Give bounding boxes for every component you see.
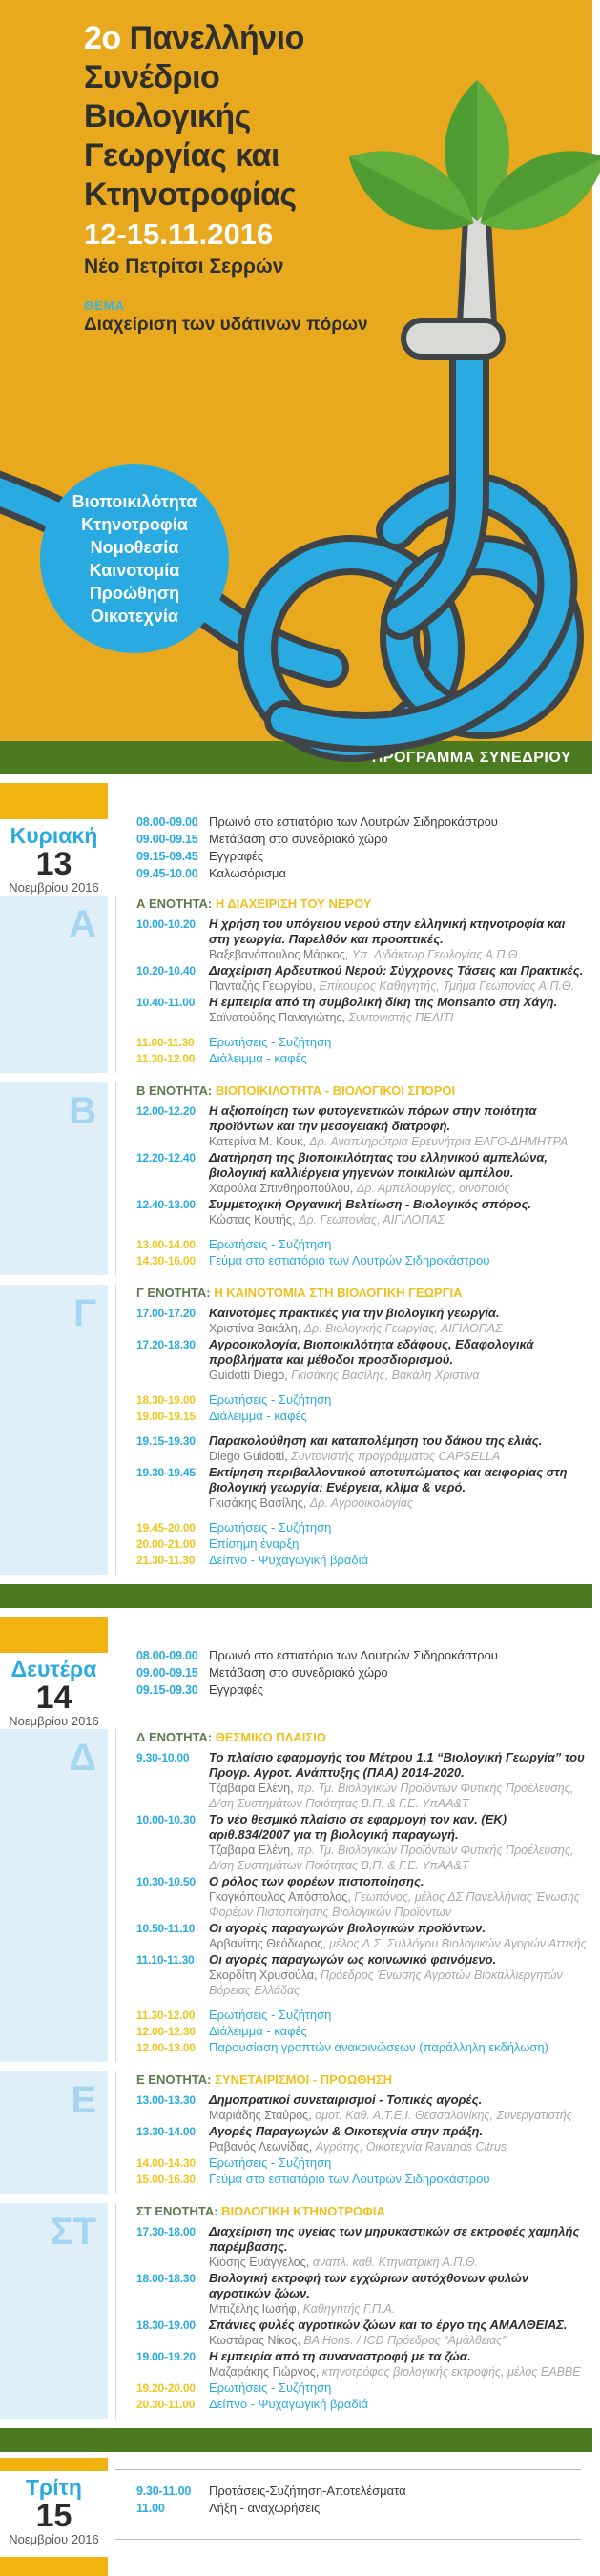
talk-speaker: Ραβανός Λεωνίδας, Αγρότης, Οικοτεχνία Ravanos Citrus	[209, 2140, 507, 2154]
section-label: Ε ΕΝΟΤΗΤΑ:	[136, 2072, 216, 2087]
break-item	[136, 2380, 587, 2396]
talk-title: Ο ρόλος των φορέων πιστοποίησης.	[209, 1874, 424, 1888]
talk-time: 10.40-11.00	[136, 996, 196, 1009]
schedule-time: 08.00-09.00	[136, 1649, 198, 1662]
section-header	[136, 2203, 587, 2220]
talk-title: Η εμπειρία από τη συμβολική δίκη της Monsanto στη Χάγη.	[209, 995, 558, 1009]
talk-item	[136, 1337, 587, 1383]
section-content	[115, 1285, 600, 1575]
topic: Καινοτομία	[89, 561, 180, 580]
schedule-text: Λήξη - αναχωρήσεις	[209, 2501, 321, 2515]
break-item	[136, 1237, 587, 1252]
talk-speaker: Μαριάδης Σταύρος, ομοτ. Καθ. Α.Τ.Ε.Ι. Θεσσαλονίκης, Συνεργατιστής	[209, 2109, 572, 2122]
section-letter: Ε	[0, 2071, 108, 2194]
talk-item	[136, 963, 587, 994]
schedule-row	[136, 814, 587, 830]
break-time: 12.00-12.30	[136, 2025, 196, 2038]
break-item	[136, 2155, 587, 2171]
break-time: 14.30-16.00	[136, 1254, 196, 1267]
section-content	[115, 1082, 600, 1275]
schedule-row	[136, 2483, 581, 2499]
break-text: Ερωτήσεις - Συζήτηση	[209, 2155, 332, 2170]
day-schedule-intro	[115, 774, 600, 896]
break-text: Παρουσίαση γραπτών ανακοινώσεων (παράλληλη εκδήλωση)	[209, 2040, 548, 2054]
break-text: Διάλειμμα - καφές	[209, 1051, 307, 1065]
break-item	[136, 1392, 587, 1408]
break-text: Δείπνο - Ψυχαγωγική βραδιά	[209, 1553, 368, 1567]
section-letter: Δ	[0, 1729, 108, 2062]
section-row	[0, 1082, 600, 1275]
section-letter: Β	[0, 1082, 108, 1275]
day-schedule-intro	[115, 1608, 600, 1729]
talk-time: 10.20-10.40	[136, 964, 196, 978]
break-time: 11.30-12.00	[136, 1052, 196, 1065]
talk-speaker: Αρβανίτης Θεόδωρος, μέλος Δ.Σ. Συλλόγου Βιολογικών Αγορών Αττικής	[209, 1937, 587, 1950]
talk-title: Οι αγορές παραγωγών βιολογικών προϊόντων.	[209, 1921, 486, 1935]
talk-item	[136, 1103, 587, 1149]
day-month: Νοεμβρίου 2016	[9, 1714, 99, 1728]
talk-title: Διατήρηση της βιοποικιλότητας του ελληνικού αμπελώνα, βιολογική καλλιέργεια γηγενών ποικιλιών αμπέλου.	[209, 1150, 548, 1180]
section-items	[136, 2224, 587, 2412]
section-title: ΒΙΟΠΟΙΚΙΛΟΤΗΤΑ - ΒΙΟΛΟΓΙΚΟΙ ΣΠΟΡΟΙ	[215, 1083, 456, 1098]
day-divider	[0, 1584, 592, 1608]
break-item	[136, 1253, 587, 1268]
schedule-text: Καλωσόρισμα	[209, 866, 287, 880]
talk-item	[136, 2349, 587, 2380]
day-number: 14	[35, 1680, 72, 1716]
break-item	[136, 2008, 587, 2023]
section-label: Δ ΕΝΟΤΗΤΑ:	[136, 1730, 216, 1744]
section-items	[136, 2092, 587, 2187]
talk-title: Εκτίμηση περιβαλλοντικού αποτυπώματος και αειφορίας στη βιολογική γεωργία: Ενέργεια, κλίμα & νερό.	[209, 1465, 568, 1494]
talk-item	[136, 1952, 587, 1998]
program-days	[0, 774, 600, 2576]
topics-circle	[40, 464, 229, 653]
talk-time: 18.30-19.00	[136, 2318, 196, 2332]
talk-speaker: Σαϊνατούδης Παναγιώτης, Συντονιστής ΠΕΛΙΤΙ	[209, 1011, 454, 1024]
talk-time: 10.00-10.30	[136, 1813, 196, 1826]
break-time: 19.20-20.00	[136, 2381, 196, 2395]
topic: Προώθηση	[89, 584, 180, 603]
talk-item	[136, 917, 587, 962]
talk-speaker: Κιόσης Ευάγγελος, αναπλ. καθ. Κτηνιατρική Α.Π.Θ.	[209, 2256, 479, 2269]
talk-time: 12.20-12.40	[136, 1151, 196, 1164]
section-content	[115, 2203, 600, 2419]
break-item	[136, 2040, 587, 2055]
day-label-column	[0, 774, 115, 896]
talk-speaker: Μαζαράκης Γιώργος, κτηνοτρόφος βιολογικής εκτροφής, μέλος ΕΑΒΒΕ	[209, 2365, 581, 2379]
break-time: 19.00-19.15	[136, 1410, 196, 1423]
day-accent-bar	[0, 1617, 108, 1653]
section-letter: Γ	[0, 1285, 108, 1575]
schedule-time: 11.00	[136, 2502, 165, 2515]
talk-title: Οι αγορές παραγωγών ως κοινωνικό φαινόμενο.	[209, 1952, 497, 1967]
schedule-row	[136, 1665, 587, 1680]
talk-time: 11.10-11.30	[136, 1953, 195, 1967]
schedule-time: 9.30-11.00	[136, 2484, 192, 2498]
day-name: Δευτέρα	[10, 1657, 97, 1681]
talk-item	[136, 1433, 587, 1464]
day-month: Νοεμβρίου 2016	[9, 880, 99, 895]
break-time: 21.30-11.30	[136, 1554, 196, 1567]
day-number: 13	[35, 846, 72, 882]
section-title: ΘΕΣΜΙΚΟ ΠΛΑΙΣΙΟ	[215, 1730, 326, 1744]
day-divider	[0, 2428, 592, 2452]
schedule-text: Μετάβαση στο συνεδριακό χώρο	[209, 1665, 388, 1680]
talk-item	[136, 1306, 587, 1336]
schedule-row	[136, 866, 587, 881]
break-time: 20.30-11.00	[136, 2398, 196, 2411]
day-name: Τρίτη	[26, 2475, 82, 2500]
break-item	[136, 1520, 587, 1535]
talk-item	[136, 2318, 587, 2348]
day-header-row	[0, 774, 600, 896]
schedule-time: 09.15-09.45	[136, 850, 198, 863]
hero-header	[0, 0, 592, 741]
talk-speaker: Diego Guidotti, Συντονιστής προγράμματος CAPSELLA	[209, 1450, 501, 1463]
break-item	[136, 1409, 587, 1424]
talk-time: 13.30-14.00	[136, 2125, 196, 2138]
talk-time: 17.30-18.00	[136, 2225, 196, 2238]
section-title: ΒΙΟΛΟΓΙΚΗ ΚΤΗΝΟΤΡΟΦΙΑ	[221, 2204, 385, 2218]
talk-item	[136, 1465, 587, 1511]
day-header-row	[0, 2452, 600, 2576]
section-items	[136, 1750, 587, 2055]
talk-title: Η χρήση του υπόγειου νερού στην ελληνική κτηνοτροφία και στη γεωργία. Παρελθόν και προοπτικές.	[209, 917, 566, 946]
talk-title: Δημοπρατικοί συνεταιρισμοί - Τοπικές αγορές.	[209, 2092, 483, 2107]
section-header	[136, 1285, 587, 1302]
day-accent-bar	[0, 2458, 108, 2471]
section-items	[136, 1103, 587, 1268]
talk-speaker: Guidotti Diego, Γκισάκης Βασίλης, Βακάλη Χριστίνα	[209, 1369, 480, 1382]
talk-item	[136, 1197, 587, 1227]
talk-title: Διαχείριση Αρδευτικού Νερού: Σύγχρονες Τάσεις και Πρακτικές.	[209, 963, 584, 978]
day-block	[0, 774, 600, 1575]
section-header	[136, 1729, 587, 1746]
talk-item	[136, 1874, 587, 1920]
day-label-column	[0, 1608, 115, 1729]
section-row	[0, 2071, 600, 2194]
talk-item	[136, 2092, 587, 2123]
break-text: Γεύμα στο εστιατόριο των Λουτρών Σιδηροκάστρου	[209, 2172, 490, 2186]
section-letter: Α	[0, 896, 108, 1073]
talk-speaker: Τζαβάρα Ελένη, πρ. Τμ. Βιολογικών Προϊόντων Φυτικής Προέλευσης, Δ/ση Συστημάτων Ποιότητας Β.Π. & Γ.Ε. ΥπΑΑ&Τ	[209, 1782, 574, 1810]
section-title: Η ΚΑΙΝΟΤΟΜΙΑ ΣΤΗ ΒΙΟΛΟΓΙΚΗ ΓΕΩΡΓΙΑ	[214, 1286, 463, 1300]
break-time: 12.00-13.00	[136, 2041, 196, 2054]
day-sections	[0, 1729, 600, 2419]
talk-time: 10.50-11.10	[136, 1922, 196, 1935]
talk-speaker: Σκορδίτη Χρυσούλα, Πρόεδρος Ένωσης Αγροτών Βιοκαλλιεργητών Βόρειας Ελλάδας	[209, 1968, 563, 1997]
section-label: Α ΕΝΟΤΗΤΑ:	[136, 896, 216, 911]
schedule-text: Εγγραφές	[209, 1682, 264, 1697]
break-text: Γεύμα στο εστιατόριο των Λουτρών Σιδηροκάστρου	[209, 1253, 490, 1267]
section-label: Γ ΕΝΟΤΗΤΑ:	[136, 1286, 215, 1300]
talk-speaker: Τζαβάρα Ελένη, πρ. Τμ. Βιολογικών Προϊόντων Φυτικής Προέλευσης, Δ/ση Συστημάτων Ποιότητας Β.Π. & Γ.Ε. ΥπΑΑ&Τ	[209, 1844, 574, 1872]
talk-speaker: Βαξεβανόπουλος Μάρκος, Υπ. Διδάκτωρ Γεωλογίας Α.Π.Θ.	[209, 948, 522, 961]
break-time: 18.30-19.00	[136, 1393, 196, 1407]
break-item	[136, 1536, 587, 1552]
break-item	[136, 1051, 587, 1066]
talk-title: Διαχείριση της υγείας των μηρυκαστικών σε εκτροφές χαμηλής παρέμβασης.	[209, 2224, 580, 2254]
schedule-text: Εγγραφές	[209, 849, 264, 863]
section-content	[115, 1729, 600, 2062]
break-text: Διάλειμμα - καφές	[209, 1409, 307, 1423]
talk-item	[136, 1150, 587, 1196]
talk-time: 19.30-19.45	[136, 1466, 196, 1479]
talk-item	[136, 1921, 587, 1951]
day-label-column	[0, 2452, 115, 2576]
day-header-row	[0, 1608, 600, 1729]
talk-title: Καινοτόμες πρακτικές για την βιολογική γεωργία.	[209, 1306, 500, 1320]
section-header	[136, 896, 587, 913]
day-name: Κυριακή	[10, 823, 98, 848]
break-time: 19.45-20.00	[136, 1521, 196, 1535]
talk-speaker: Γκισάκης Βασίλης, Δρ. Αγροοικολογίας	[209, 1496, 413, 1510]
talk-time: 13.00-13.30	[136, 2093, 196, 2107]
schedule-text: Μετάβαση στο συνεδριακό χώρο	[209, 832, 388, 846]
talk-title: Παρακολούθηση και καταπολέμηση του δάκου της ελιάς.	[209, 1433, 543, 1448]
break-time: 14.00-14.30	[136, 2156, 196, 2170]
schedule-text: Πρωινό στο εστιατόριο των Λουτρών Σιδηροκάστρου	[209, 814, 498, 829]
section-row	[0, 2203, 600, 2419]
talk-title: Συμμετοχική Οργανική Βελτίωση - Βιολογικός σπόρος.	[209, 1197, 531, 1211]
break-item	[136, 2172, 587, 2187]
section-label: ΣΤ ΕΝΟΤΗΤΑ:	[136, 2204, 222, 2218]
talk-speaker: Κώστας Κουτής, Δρ. Γεωπονίας, ΑΙΓΙΛΟΠΑΣ	[209, 1213, 445, 1226]
talk-time: 12.40-13.00	[136, 1198, 196, 1211]
schedule-time: 09.45-10.00	[136, 867, 198, 880]
day-number: 15	[35, 2498, 72, 2534]
talk-title: Η εμπειρία από τη συναναστροφή με τα ζώα.	[209, 2349, 471, 2363]
talk-item	[136, 995, 587, 1025]
talk-time: 17.20-18.30	[136, 1338, 196, 1351]
talk-time: 19.15-19.30	[136, 1434, 196, 1448]
day-accent-bar	[0, 783, 108, 819]
talk-speaker: Χαρούλα Σπινθηροπούλου, Δρ. Αμπελουργίας, οινοποιός	[209, 1182, 510, 1195]
talk-speaker: Γκογκόπουλος Απόστολος, Γεωπόνος, μέλος ΔΣ Πανελλήνιας Ένωσης Φορέων Πιστοποίησης Βιολογικών Προϊόντων	[209, 1890, 580, 1919]
talk-time: 10.00-10.20	[136, 917, 196, 931]
break-text: Ερωτήσεις - Συζήτηση	[209, 2380, 332, 2395]
break-item	[136, 2397, 587, 2412]
break-time: 11.00-11.30	[136, 1036, 195, 1049]
section-row	[0, 1729, 600, 2062]
break-time: 20.00-21.00	[136, 1537, 196, 1551]
talk-title: Αγροοικολογία, Βιοποικιλότητα εδάφους, Εδαφολογικά προβλήματα και μέθοδοι προσδιορισμού.	[209, 1337, 534, 1367]
schedule-text: Προτάσεις-Συζήτηση-Αποτελέσματα	[209, 2483, 406, 2498]
section-header	[136, 1082, 587, 1100]
talk-title: Το πλαίσιο εφαρμογής του Μέτρου 1.1 “Βιολογική Γεωργία” του Προγρ. Αγροτ. Ανάπτυξης (ΠΑΑ) 2014-2020.	[209, 1750, 585, 1780]
day-sections	[0, 896, 600, 1575]
section-content	[115, 2071, 600, 2194]
section-title: Η ΔΙΑΧΕΙΡΙΣΗ ΤΟΥ ΝΕΡΟΥ	[215, 896, 372, 911]
break-text: Δείπνο - Ψυχαγωγική βραδιά	[209, 2397, 368, 2411]
schedule-time: 09.00-09.15	[136, 1666, 198, 1680]
section-header	[136, 2071, 587, 2089]
schedule-time: 09.00-09.15	[136, 833, 198, 846]
talk-time: 10.30-10.50	[136, 1875, 196, 1888]
break-text: Ερωτήσεις - Συζήτηση	[209, 1237, 332, 1251]
break-item	[136, 1035, 587, 1050]
theme-label: ΘΕΜΑ	[84, 299, 125, 313]
talk-item	[136, 1750, 587, 1811]
schedule-row	[136, 2501, 581, 2516]
talk-time: 19.00-19.20	[136, 2350, 196, 2363]
day-month: Νοεμβρίου 2016	[9, 2532, 99, 2546]
talk-speaker: Χριστίνα Βακάλη, Δρ. Βιολογικής Γεωργίας, ΑΙΓΙΛΟΠΑΣ	[209, 1322, 503, 1335]
schedule-row	[136, 1682, 587, 1698]
schedule-row	[136, 832, 587, 847]
talk-title: Βιολογική εκτροφή των εγχώριων αυτόχθονων φυλών αγροτικών ζώων.	[209, 2271, 529, 2300]
day-block	[0, 1608, 600, 2419]
day-accent-bar-bottom	[0, 2557, 108, 2576]
topic: Οικοτεχνία	[91, 607, 178, 626]
break-text: Διάλειμμα - καφές	[209, 2024, 307, 2038]
break-text: Επίσημη έναρξη	[209, 1536, 300, 1551]
talk-item	[136, 2224, 587, 2270]
section-letter: ΣΤ	[0, 2203, 108, 2419]
topic: Κτηνοτροφία	[81, 515, 188, 534]
schedule-time: 09.15-09.30	[136, 1683, 198, 1697]
talk-time: 17.00-17.20	[136, 1307, 196, 1320]
talk-item	[136, 2124, 587, 2154]
talk-time: 12.00-12.20	[136, 1104, 196, 1118]
conference-dates: 12-15.11.2016	[84, 217, 274, 251]
schedule-time: 08.00-09.00	[136, 815, 198, 829]
section-row	[0, 896, 600, 1073]
theme-text: Διαχείριση των υδάτινων πόρων	[84, 315, 368, 335]
break-item	[136, 2024, 587, 2039]
break-item	[136, 1553, 587, 1568]
topic: Βιοποικιλότητα	[72, 492, 197, 511]
talk-title: Σπάνιες φυλές αγροτικών ζώων και το έργο της ΑΜΑΛΘΕΙΑΣ.	[209, 2318, 568, 2332]
section-items	[136, 1306, 587, 1568]
schedule-row	[136, 849, 587, 864]
talk-time: 18.00-18.30	[136, 2272, 196, 2285]
break-time: 11.30-12.00	[136, 2009, 196, 2022]
talk-speaker: Πανταζής Γεωργίου, Επίκουρος Καθηγητής, Τμήμα Γεωπονίας Α.Π.Θ.	[209, 979, 575, 993]
section-title: ΣΥΝΕΤΑΙΡΙΣΜΟΙ - ΠΡΟΩΘΗΣΗ	[215, 2072, 393, 2087]
program-bar-label: ΠΡΟΓΡΑΜΜΑ ΣΥΝΕΔΡΙΟΥ	[371, 750, 571, 766]
break-text: Ερωτήσεις - Συζήτηση	[209, 1392, 332, 1407]
day-schedule-intro	[115, 2469, 581, 2540]
talk-title: Το νέο θεσμικό πλαίσιο σε εφαρμογή τον καν. (ΕΚ) αριθ.834/2007 για τη βιολογική παραγωγή.	[209, 1812, 507, 1842]
section-items	[136, 917, 587, 1066]
talk-time: 9.30-10.00	[136, 1751, 190, 1764]
talk-item	[136, 1812, 587, 1873]
section-content	[115, 896, 600, 1073]
conference-title: 2ο Πανελλήνιο Συνέδριο Βιολογικής Γεωργίας και Κτηνοτροφίας	[84, 20, 304, 213]
talk-title: Η αξιοποίηση των φυτογενετικών πόρων στην ποιότητα προϊόντων και την μεσογειακή διατροφή.	[209, 1103, 537, 1133]
day-block	[0, 2452, 600, 2576]
topic: Νομοθεσία	[90, 538, 179, 557]
conference-location: Νέο Πετρίτσι Σερρών	[84, 256, 284, 278]
talk-speaker: Μπιζέλης Ιωσήφ, Καθηγητής Γ.Π.Α.	[209, 2302, 396, 2316]
talk-title: Αγορές Παραγωγών & Οικοτεχνία στην πράξη.	[209, 2124, 484, 2138]
break-time: 15.00-16.30	[136, 2173, 196, 2186]
schedule-row	[136, 1648, 587, 1663]
talk-speaker: Κωστάρας Νίκος, BA Hons. / ICD Πρόεδρος “Αμάλθειας”	[209, 2334, 507, 2347]
section-label: Β ΕΝΟΤΗΤΑ:	[136, 1083, 216, 1098]
break-text: Ερωτήσεις - Συζήτηση	[209, 1035, 332, 1049]
break-text: Ερωτήσεις - Συζήτηση	[209, 2008, 332, 2022]
talk-speaker: Κατερίνα Μ. Κουκ, Δρ. Αναπληρώτρια Ερευνήτρια ΕΛΓΟ-ΔΗΜΗΤΡΑ	[209, 1135, 569, 1148]
schedule-text: Πρωινό στο εστιατόριο των Λουτρών Σιδηροκάστρου	[209, 1648, 498, 1662]
talk-item	[136, 2271, 587, 2317]
break-text: Ερωτήσεις - Συζήτηση	[209, 1520, 332, 1535]
section-row	[0, 1285, 600, 1575]
break-time: 13.00-14.00	[136, 1238, 196, 1251]
